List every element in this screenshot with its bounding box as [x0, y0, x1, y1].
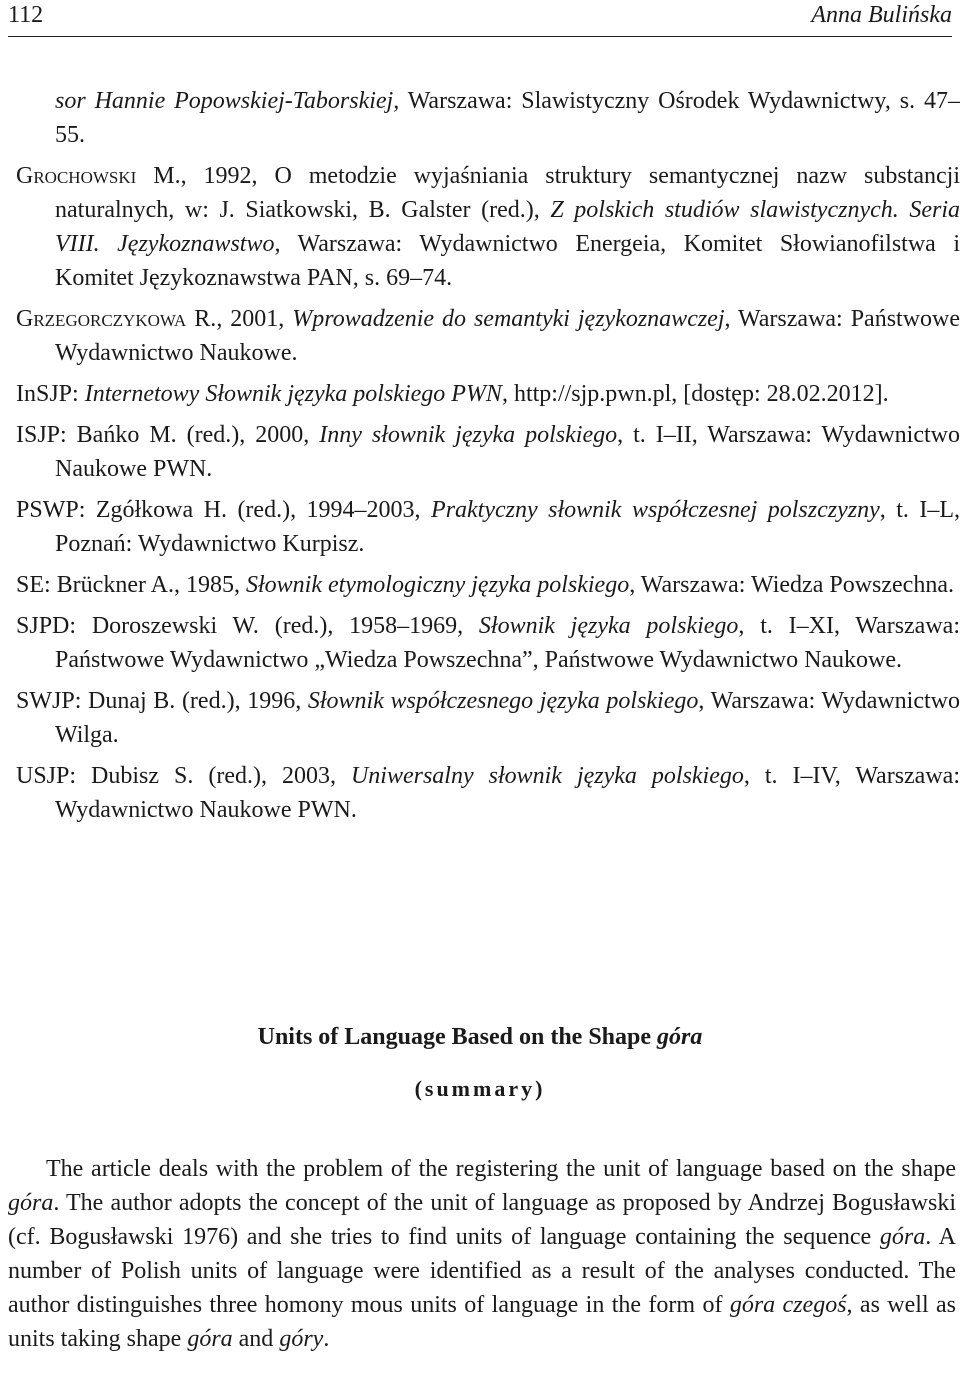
- bibliography-entry: [8, 377, 960, 411]
- text-run: , Warszawa: Państwowe Wydawnictwo Naukowe.: [55, 306, 960, 366]
- bibliography-entry: [8, 568, 960, 602]
- bibliography-entry: [8, 84, 960, 152]
- text-run: , as well as units taking shape: [8, 1292, 956, 1352]
- text-run: Units of Language Based on the Shape: [257, 1024, 658, 1050]
- italic-text: Słownik języka polskiego: [478, 613, 739, 639]
- italic-text: Uniwersalny słownik języka polskiego: [350, 763, 744, 789]
- text-run: , t. I–II, Warszawa: Wydawnictwo Naukowe PWN.: [55, 422, 960, 482]
- italic-text: sor Hannie Popowskiej-Taborskiej,: [55, 88, 400, 114]
- bibliography-list: [0, 84, 960, 834]
- italic-text: góra: [187, 1326, 233, 1352]
- text-run: SE: Brückner A., 1985,: [16, 572, 246, 598]
- italic-text: Inny słownik języka polskiego: [319, 422, 618, 448]
- header-rule: [8, 36, 952, 37]
- running-header: [8, 0, 952, 30]
- text-run: , http://sjp.pwn.pl, [dostęp: 28.02.2012].: [501, 381, 889, 407]
- page-number: 112: [8, 2, 44, 28]
- text-run: . The author adopts the concept of the unit of language as proposed by Andrzej Bogusławski (cf. Bogusławski 1976) and she tries to find units of language containing the sequence: [8, 1190, 956, 1250]
- text-run: and: [232, 1326, 280, 1352]
- text-run: ISJP: Bańko M. (red.), 2000,: [16, 422, 320, 448]
- bibliography-entry: [8, 609, 960, 677]
- bibliography-entry: [8, 418, 960, 486]
- text-run: , t. I–XI, Warszawa: Państwowe Wydawnictwo „Wiedza Powszechna”, Państwowe Wydawnictwo Naukowe.: [55, 613, 960, 673]
- italic-text: góra: [657, 1024, 703, 1050]
- italic-text: góra: [8, 1190, 54, 1216]
- running-author: Anna Bulińska: [811, 2, 952, 28]
- italic-text: góry: [279, 1326, 324, 1352]
- italic-text: Słownik etymologiczny języka polskiego: [245, 572, 630, 598]
- text-run: . A number of Polish units of language were identified as a result of the analyses conducted. The author distinguishes three homony mous units of language in the form of: [8, 1224, 956, 1318]
- text-run: , Warszawa: Wiedza Powszechna.: [629, 572, 954, 598]
- italic-text: Słownik współczesnego języka polskiego: [307, 688, 699, 714]
- text-run: The article deals with the problem of the registering the unit of language based on the shape: [46, 1156, 956, 1182]
- italic-text: Wprowadzenie do semantyki językoznawczej: [292, 306, 725, 332]
- text-run: , Warszawa: Wydawnictwo Energeia, Komitet Słowianofilstwa i Komitet Językoznawstwa PAN, s. 69–74.: [55, 231, 960, 291]
- summary-title: [0, 1020, 960, 1054]
- author-name: Grochowski M.: [16, 163, 181, 189]
- italic-text: góra: [879, 1224, 926, 1250]
- author-name: Grzegorczykowa R.: [16, 306, 217, 332]
- text-run: InSJP:: [16, 381, 85, 407]
- text-run: SWJP: Dunaj B. (red.), 1996,: [16, 688, 308, 714]
- summary-paragraph: [8, 1152, 956, 1356]
- text-run: .: [323, 1326, 330, 1352]
- text-run: Warszawa: Slawistyczny Ośrodek Wydawnictwy, s. 47–55.: [55, 88, 960, 148]
- italic-text: góra czegoś: [729, 1292, 847, 1318]
- italic-text: Praktyczny słownik współczesnej polszczyzny: [431, 497, 880, 523]
- italic-text: Internetowy Słownik języka polskiego PWN: [84, 381, 502, 407]
- text-run: , Warszawa: Wydawnictwo Wilga.: [55, 688, 960, 748]
- bibliography-entry: [8, 684, 960, 752]
- italic-text: Z polskich studiów slawistycznych. Seria VIII. Językoznawstwo: [55, 197, 960, 257]
- text-run: PSWP: Zgółkowa H. (red.), 1994–2003,: [16, 497, 432, 523]
- summary-subtitle: (summary): [414, 1076, 546, 1101]
- text-run: , 1992, O metodzie wyjaśniania struktury semantycznej nazw substancji naturalnych, w: J. Siatkowski, B. Galster (red.),: [55, 163, 960, 223]
- text-run: , t. I–IV, Warszawa: Wydawnictwo Naukowe PWN.: [55, 763, 960, 823]
- bibliography-entry: [8, 159, 960, 295]
- text-run: , t. I–L, Poznań: Wydawnictwo Kurpisz.: [55, 497, 960, 557]
- bibliography-entry: [8, 759, 960, 827]
- bibliography-entry: [8, 493, 960, 561]
- text-run: USJP: Dubisz S. (red.), 2003,: [16, 763, 351, 789]
- text-run: , 2001,: [216, 306, 293, 332]
- text-run: SJPD: Doroszewski W. (red.), 1958–1969,: [16, 613, 479, 639]
- bibliography-entry: [8, 302, 960, 370]
